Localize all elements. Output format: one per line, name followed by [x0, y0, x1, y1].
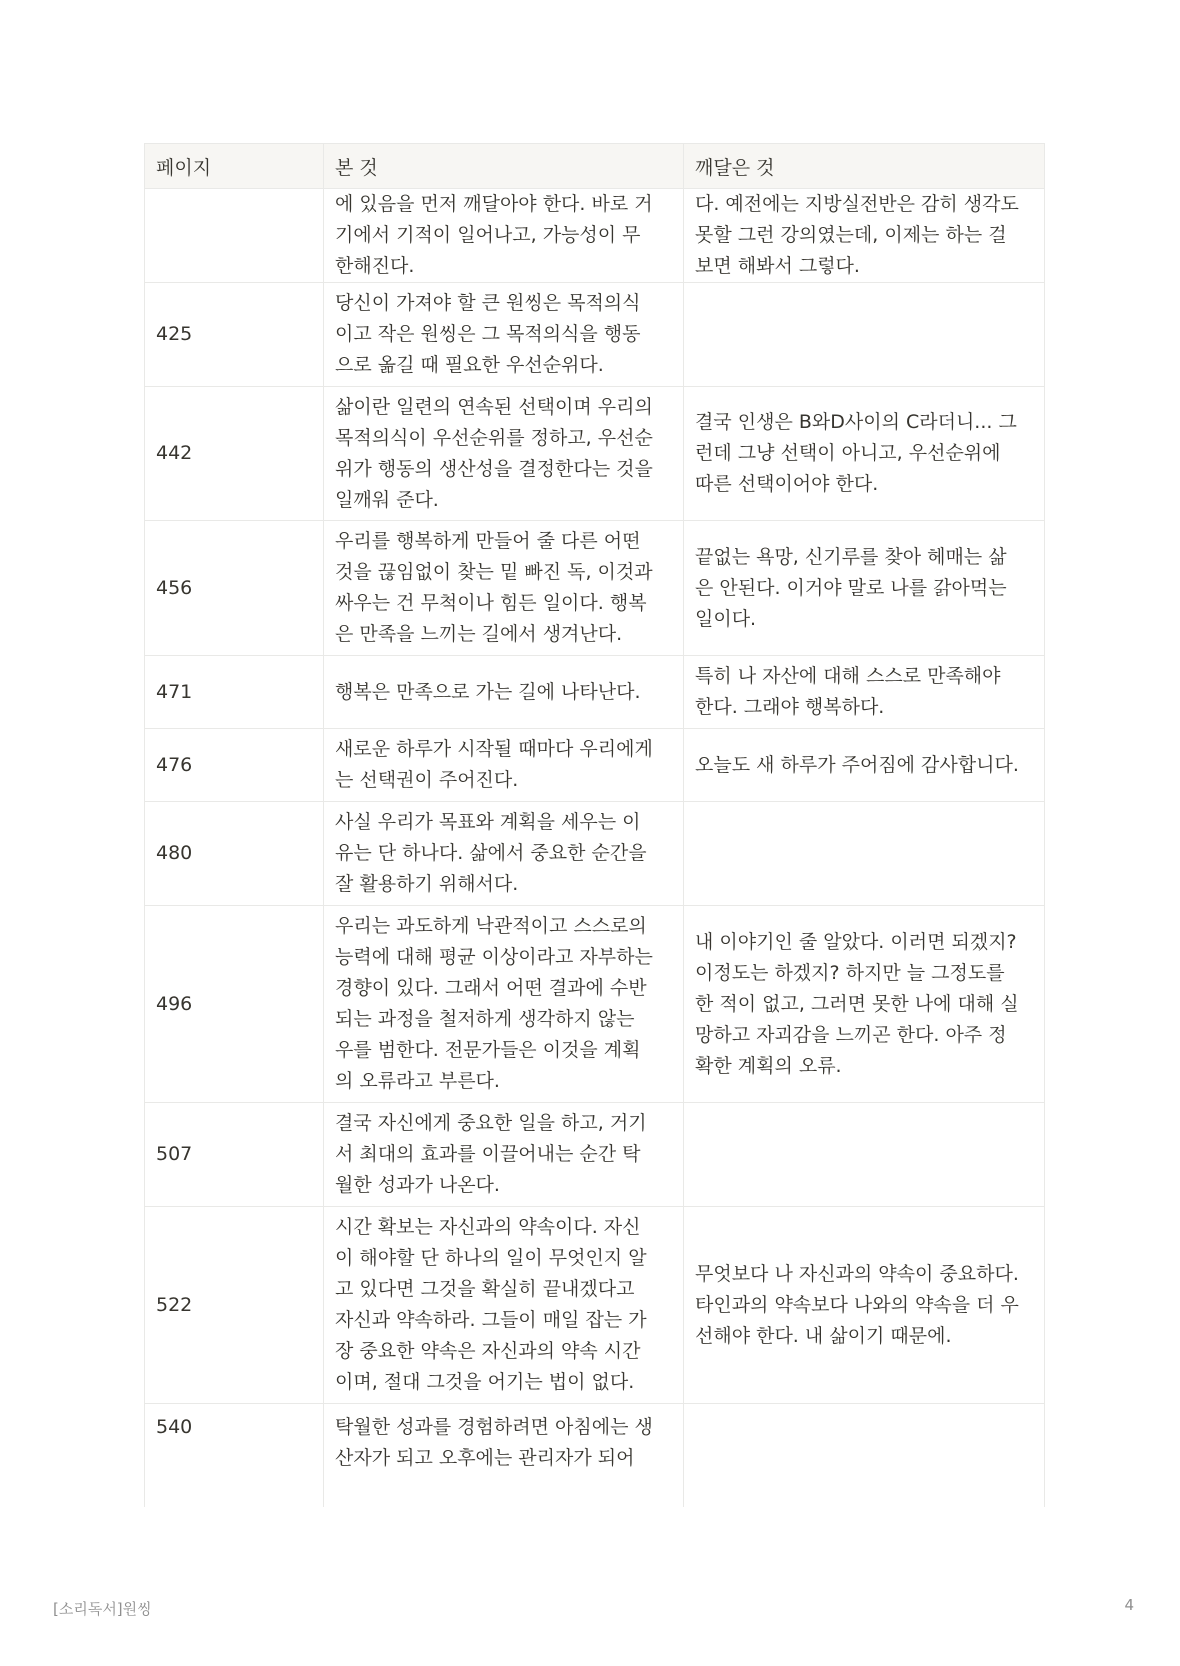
- page-cell: 507: [145, 1103, 324, 1207]
- page-cell: 471: [145, 656, 324, 729]
- page-cell: [145, 189, 324, 283]
- seen-cell: 우리는 과도하게 낙관적이고 스스로의 능력에 대해 평균 이상이라고 자부하는 경향이 있다. 그래서 어떤 결과에 수반 되는 과정을 철저하게 생각하지 않는 우를 범한다. 전문가들은 이것을 계획 의 오류라고 부른다.: [324, 906, 684, 1103]
- realized-cell: 무엇보다 나 자신과의 약속이 중요하다. 타인과의 약속보다 나와의 약속을 더 우 선해야 한다. 내 삶이기 때문에.: [684, 1207, 1045, 1404]
- footer-document-title: [소리독서]원씽: [53, 1600, 152, 1618]
- realized-cell: [684, 802, 1045, 906]
- table-row: [145, 656, 1045, 729]
- table-row: [145, 387, 1045, 521]
- header-seen: 본 것: [324, 144, 684, 189]
- page-cell: 442: [145, 387, 324, 521]
- realized-cell: 결국 인생은 B와D사이의 C라더니... 그 런데 그냥 선택이 아니고, 우선순위에 따른 선택이어야 한다.: [684, 387, 1045, 521]
- table-row: [145, 1404, 1045, 1507]
- page-cell: 425: [145, 283, 324, 387]
- page-cell: 496: [145, 906, 324, 1103]
- realized-cell: 다. 예전에는 지방실전반은 감히 생각도 못할 그런 강의였는데, 이제는 하는 걸 보면 해봐서 그렇다.: [684, 189, 1045, 283]
- table-row: [145, 729, 1045, 802]
- page-cell: 540: [145, 1404, 324, 1507]
- page-cell: 480: [145, 802, 324, 906]
- table-row: [145, 906, 1045, 1103]
- table-row: [145, 1103, 1045, 1207]
- seen-cell: 시간 확보는 자신과의 약속이다. 자신 이 해야할 단 하나의 일이 무엇인지 알 고 있다면 그것을 확실히 끝내겠다고 자신과 약속하라. 그들이 매일 잡는 가 장 중요한 약속은 자신과의 약속 시간 이며, 절대 그것을 어기는 법이 없다.: [324, 1207, 684, 1404]
- page-cell: 522: [145, 1207, 324, 1404]
- seen-cell: 결국 자신에게 중요한 일을 하고, 거기 서 최대의 효과를 이끌어내는 순간 탁 월한 성과가 나온다.: [324, 1103, 684, 1207]
- realized-cell: [684, 283, 1045, 387]
- realized-cell: 오늘도 새 하루가 주어짐에 감사합니다.: [684, 729, 1045, 802]
- page-number: 4: [1124, 1596, 1134, 1614]
- seen-cell: 에 있음을 먼저 깨달아야 한다. 바로 거 기에서 기적이 일어나고, 가능성이 무 한해진다.: [324, 189, 684, 283]
- realized-cell: 특히 나 자산에 대해 스스로 만족해야 한다. 그래야 행복하다.: [684, 656, 1045, 729]
- page-cell: 476: [145, 729, 324, 802]
- reading-notes-table: [144, 143, 1045, 1507]
- table-header-row: [145, 144, 1045, 189]
- header-page: 페이지: [145, 144, 324, 189]
- realized-cell: 내 이야기인 줄 알았다. 이러면 되겠지? 이정도는 하겠지? 하지만 늘 그정도를 한 적이 없고, 그러면 못한 나에 대해 실 망하고 자괴감을 느끼곤 한다. 아주 정 확한 계획의 오류.: [684, 906, 1045, 1103]
- page-cell: 456: [145, 521, 324, 656]
- table-row: [145, 802, 1045, 906]
- realized-cell: 끝없는 욕망, 신기루를 찾아 헤매는 삶 은 안된다. 이거야 말로 나를 갉아먹는 일이다.: [684, 521, 1045, 656]
- table-row: [145, 283, 1045, 387]
- table-row: [145, 189, 1045, 283]
- seen-cell: 삶이란 일련의 연속된 선택이며 우리의 목적의식이 우선순위를 정하고, 우선순 위가 행동의 생산성을 결정한다는 것을 일깨워 준다.: [324, 387, 684, 521]
- seen-cell: 새로운 하루가 시작될 때마다 우리에게 는 선택권이 주어진다.: [324, 729, 684, 802]
- seen-cell: 우리를 행복하게 만들어 줄 다른 어떤 것을 끊임없이 찾는 밑 빠진 독, 이것과 싸우는 건 무척이나 힘든 일이다. 행복 은 만족을 느끼는 길에서 생겨난다.: [324, 521, 684, 656]
- realized-cell: [684, 1103, 1045, 1207]
- seen-cell: 사실 우리가 목표와 계획을 세우는 이 유는 단 하나다. 삶에서 중요한 순간을 잘 활용하기 위해서다.: [324, 802, 684, 906]
- seen-cell: 탁월한 성과를 경험하려면 아침에는 생 산자가 되고 오후에는 관리자가 되어: [324, 1404, 684, 1507]
- header-realized: 깨달은 것: [684, 144, 1045, 189]
- seen-cell: 당신이 가져야 할 큰 원씽은 목적의식 이고 작은 원씽은 그 목적의식을 행동 으로 옮길 때 필요한 우선순위다.: [324, 283, 684, 387]
- table-row: [145, 1207, 1045, 1404]
- table-row: [145, 521, 1045, 656]
- realized-cell: [684, 1404, 1045, 1507]
- seen-cell: 행복은 만족으로 가는 길에 나타난다.: [324, 656, 684, 729]
